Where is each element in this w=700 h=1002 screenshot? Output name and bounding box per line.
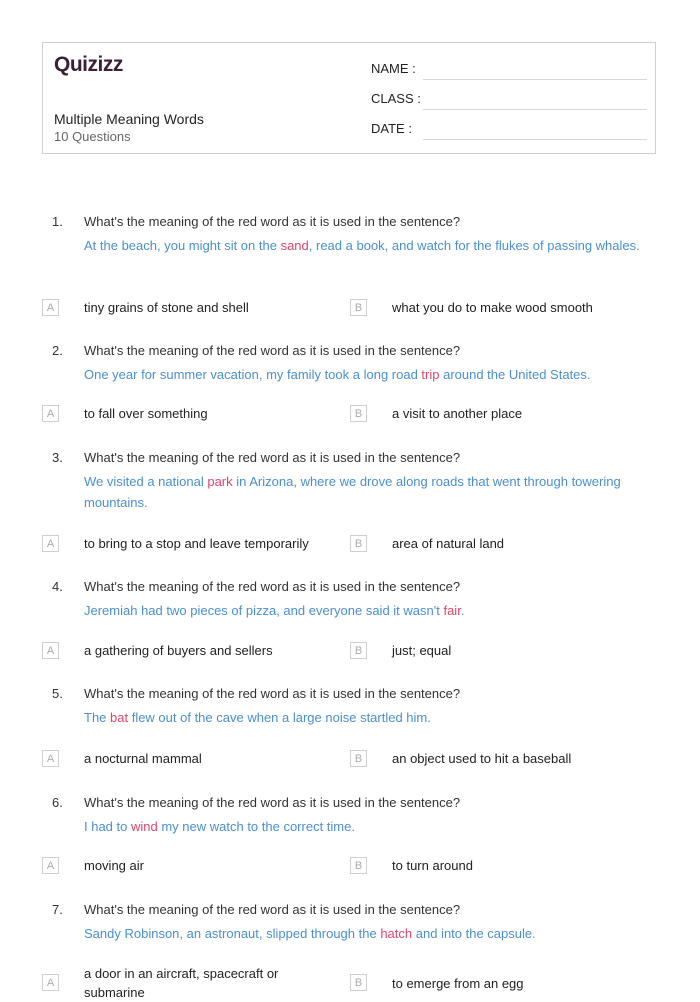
target-word: park (207, 474, 233, 489)
option-a-text[interactable]: a gathering of buyers and sellers (84, 643, 273, 658)
option-a-text[interactable]: to bring to a stop and leave temporarily (84, 536, 309, 551)
target-word: bat (110, 710, 129, 725)
option-a-text[interactable]: a nocturnal mammal (84, 751, 202, 766)
question-number: 2. (52, 343, 63, 358)
target-word: wind (130, 819, 158, 834)
option-b-box[interactable]: B (350, 299, 367, 316)
target-word: sand (280, 238, 309, 253)
class-line[interactable] (423, 109, 647, 110)
option-b-text[interactable]: to emerge from an egg (392, 976, 524, 991)
question-sentence: We visited a national park in Arizona, where we drove along roads that went through towering mountains. (84, 474, 621, 510)
question-sentence: At the beach, you might sit on the sand, read a book, and watch for the flukes of passing whales. (84, 238, 640, 253)
question-count: 10 Questions (54, 129, 131, 144)
worksheet-title: Multiple Meaning Words (54, 111, 204, 127)
question-sentence: I had to wind my new watch to the correct time. (84, 819, 355, 834)
question-prompt: What's the meaning of the red word as it is used in the sentence? (84, 343, 461, 358)
option-b-box[interactable]: B (350, 750, 367, 767)
option-b-text[interactable]: to turn around (392, 858, 473, 873)
option-a-box[interactable]: A (42, 974, 59, 991)
option-a-box[interactable]: A (42, 750, 59, 767)
option-b-text[interactable]: an object used to hit a baseball (392, 751, 572, 766)
option-a-box[interactable]: A (42, 299, 59, 316)
question-prompt: What's the meaning of the red word as it is used in the sentence? (84, 214, 461, 229)
option-b-box[interactable]: B (350, 642, 367, 659)
option-a-box[interactable]: A (42, 405, 59, 422)
option-a-box[interactable]: A (42, 535, 59, 552)
date-label: DATE : (371, 121, 412, 136)
class-label: CLASS : (371, 91, 421, 106)
option-b-box[interactable]: B (350, 535, 367, 552)
name-line[interactable] (423, 79, 647, 80)
question-prompt: What's the meaning of the red word as it is used in the sentence? (84, 579, 461, 594)
question-number: 6. (52, 795, 63, 810)
option-a-text[interactable]: tiny grains of stone and shell (84, 300, 249, 315)
question-sentence: Sandy Robinson, an astronaut, slipped through the hatch and into the capsule. (84, 926, 536, 941)
option-a-text[interactable]: a door in an aircraft, spacecraft or submarine (84, 966, 279, 1000)
question-number: 7. (52, 902, 63, 917)
question-number: 5. (52, 686, 63, 701)
question-prompt: What's the meaning of the red word as it is used in the sentence? (84, 902, 461, 917)
option-b-box[interactable]: B (350, 974, 367, 991)
question-sentence: The bat flew out of the cave when a large noise startled him. (84, 710, 431, 725)
option-b-box[interactable]: B (350, 857, 367, 874)
option-b-text[interactable]: what you do to make wood smooth (392, 300, 593, 315)
target-word: fair (443, 603, 461, 618)
question-prompt: What's the meaning of the red word as it is used in the sentence? (84, 450, 461, 465)
worksheet-header (42, 42, 656, 154)
question-prompt: What's the meaning of the red word as it is used in the sentence? (84, 795, 461, 810)
quizizz-logo: Quizizz (54, 53, 123, 76)
option-a-text[interactable]: moving air (84, 858, 144, 873)
option-a-box[interactable]: A (42, 857, 59, 874)
option-a-text[interactable]: to fall over something (84, 406, 208, 421)
question-sentence: Jeremiah had two pieces of pizza, and everyone said it wasn't fair. (84, 603, 465, 618)
option-b-text[interactable]: a visit to another place (392, 406, 523, 421)
date-line[interactable] (423, 139, 647, 140)
question-sentence: One year for summer vacation, my family took a long road trip around the United States. (84, 367, 591, 382)
target-word: hatch (380, 926, 413, 941)
option-b-box[interactable]: B (350, 405, 367, 422)
option-a-box[interactable]: A (42, 642, 59, 659)
option-b-text[interactable]: just; equal (392, 643, 452, 658)
question-number: 4. (52, 579, 63, 594)
name-label: NAME : (371, 61, 416, 76)
question-number: 3. (52, 450, 63, 465)
question-number: 1. (52, 214, 63, 229)
target-word: trip (421, 367, 440, 382)
question-prompt: What's the meaning of the red word as it is used in the sentence? (84, 686, 461, 701)
option-b-text[interactable]: area of natural land (392, 536, 505, 551)
